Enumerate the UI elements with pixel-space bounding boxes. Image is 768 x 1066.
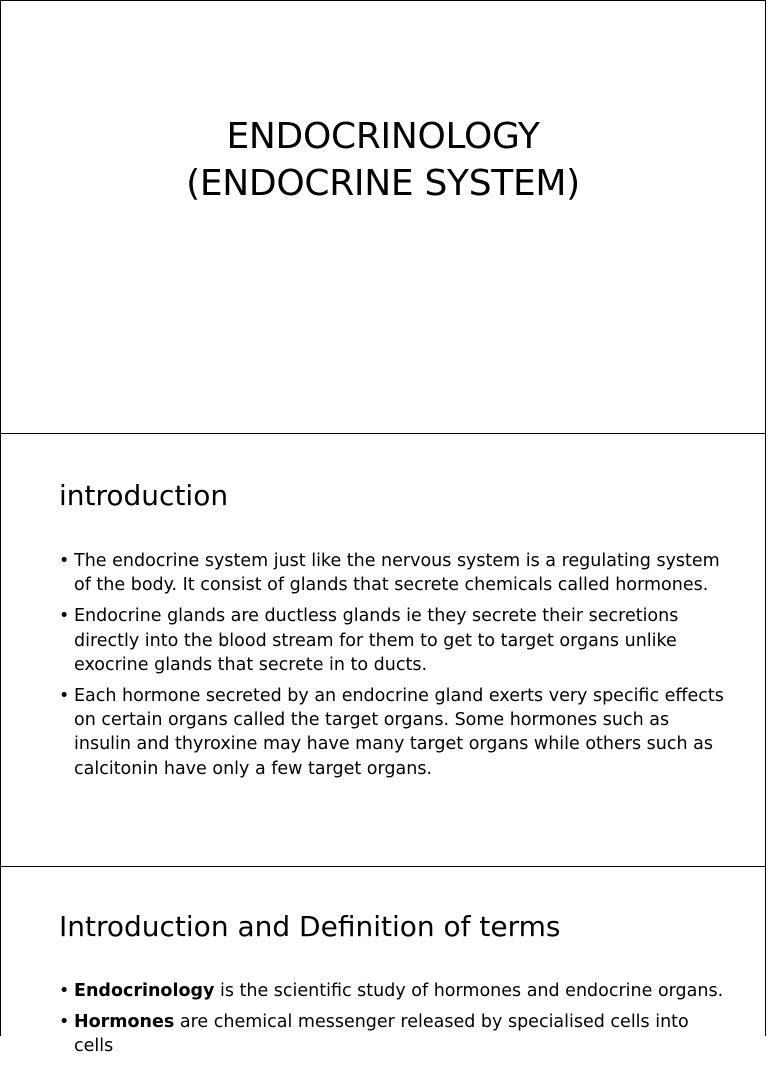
bullet-term: Hormones	[74, 1012, 175, 1033]
bullet-list	[59, 979, 725, 1066]
bullet-item: • The endocrine system just like the nervous system is a regulating system of the body. It consist of glands that secrete chemicals called hormones.	[59, 549, 725, 597]
slide-title-line-2: (ENDOCRINE SYSTEM)	[186, 163, 580, 204]
title-slide	[0, 0, 766, 434]
bullet-text: are chemical messenger released by specialised cells into cells	[74, 1012, 689, 1057]
slide-heading: Introduction and Definition of terms	[59, 910, 561, 943]
bullet-list	[59, 549, 725, 788]
bullet-item: • Each hormone secreted by an endocrine gland exerts very specific effects on certain organs called the target organs. Some hormones such as insulin and thyroxine may have many target organs while others such as calcitonin have only a few target organs.	[59, 684, 725, 781]
bullet-item	[59, 979, 725, 1003]
bullet-text: is the scientific study of hormones and endocrine organs.	[214, 981, 724, 1001]
definitions-slide	[0, 866, 766, 1057]
slide-heading: introduction	[59, 479, 229, 512]
bullet-term: Endocrinology	[74, 981, 215, 1001]
bullet-item: • Endocrine glands are ductless glands ie they secrete their secretions directly into the blood stream for them to get to target organs unlike exocrine glands that secrete in to ducts.	[59, 604, 725, 677]
introduction-slide	[0, 433, 766, 867]
bullet-item	[59, 1010, 725, 1058]
slide-title	[1, 113, 765, 207]
slide-title-line-1: ENDOCRINOLOGY	[226, 116, 540, 157]
